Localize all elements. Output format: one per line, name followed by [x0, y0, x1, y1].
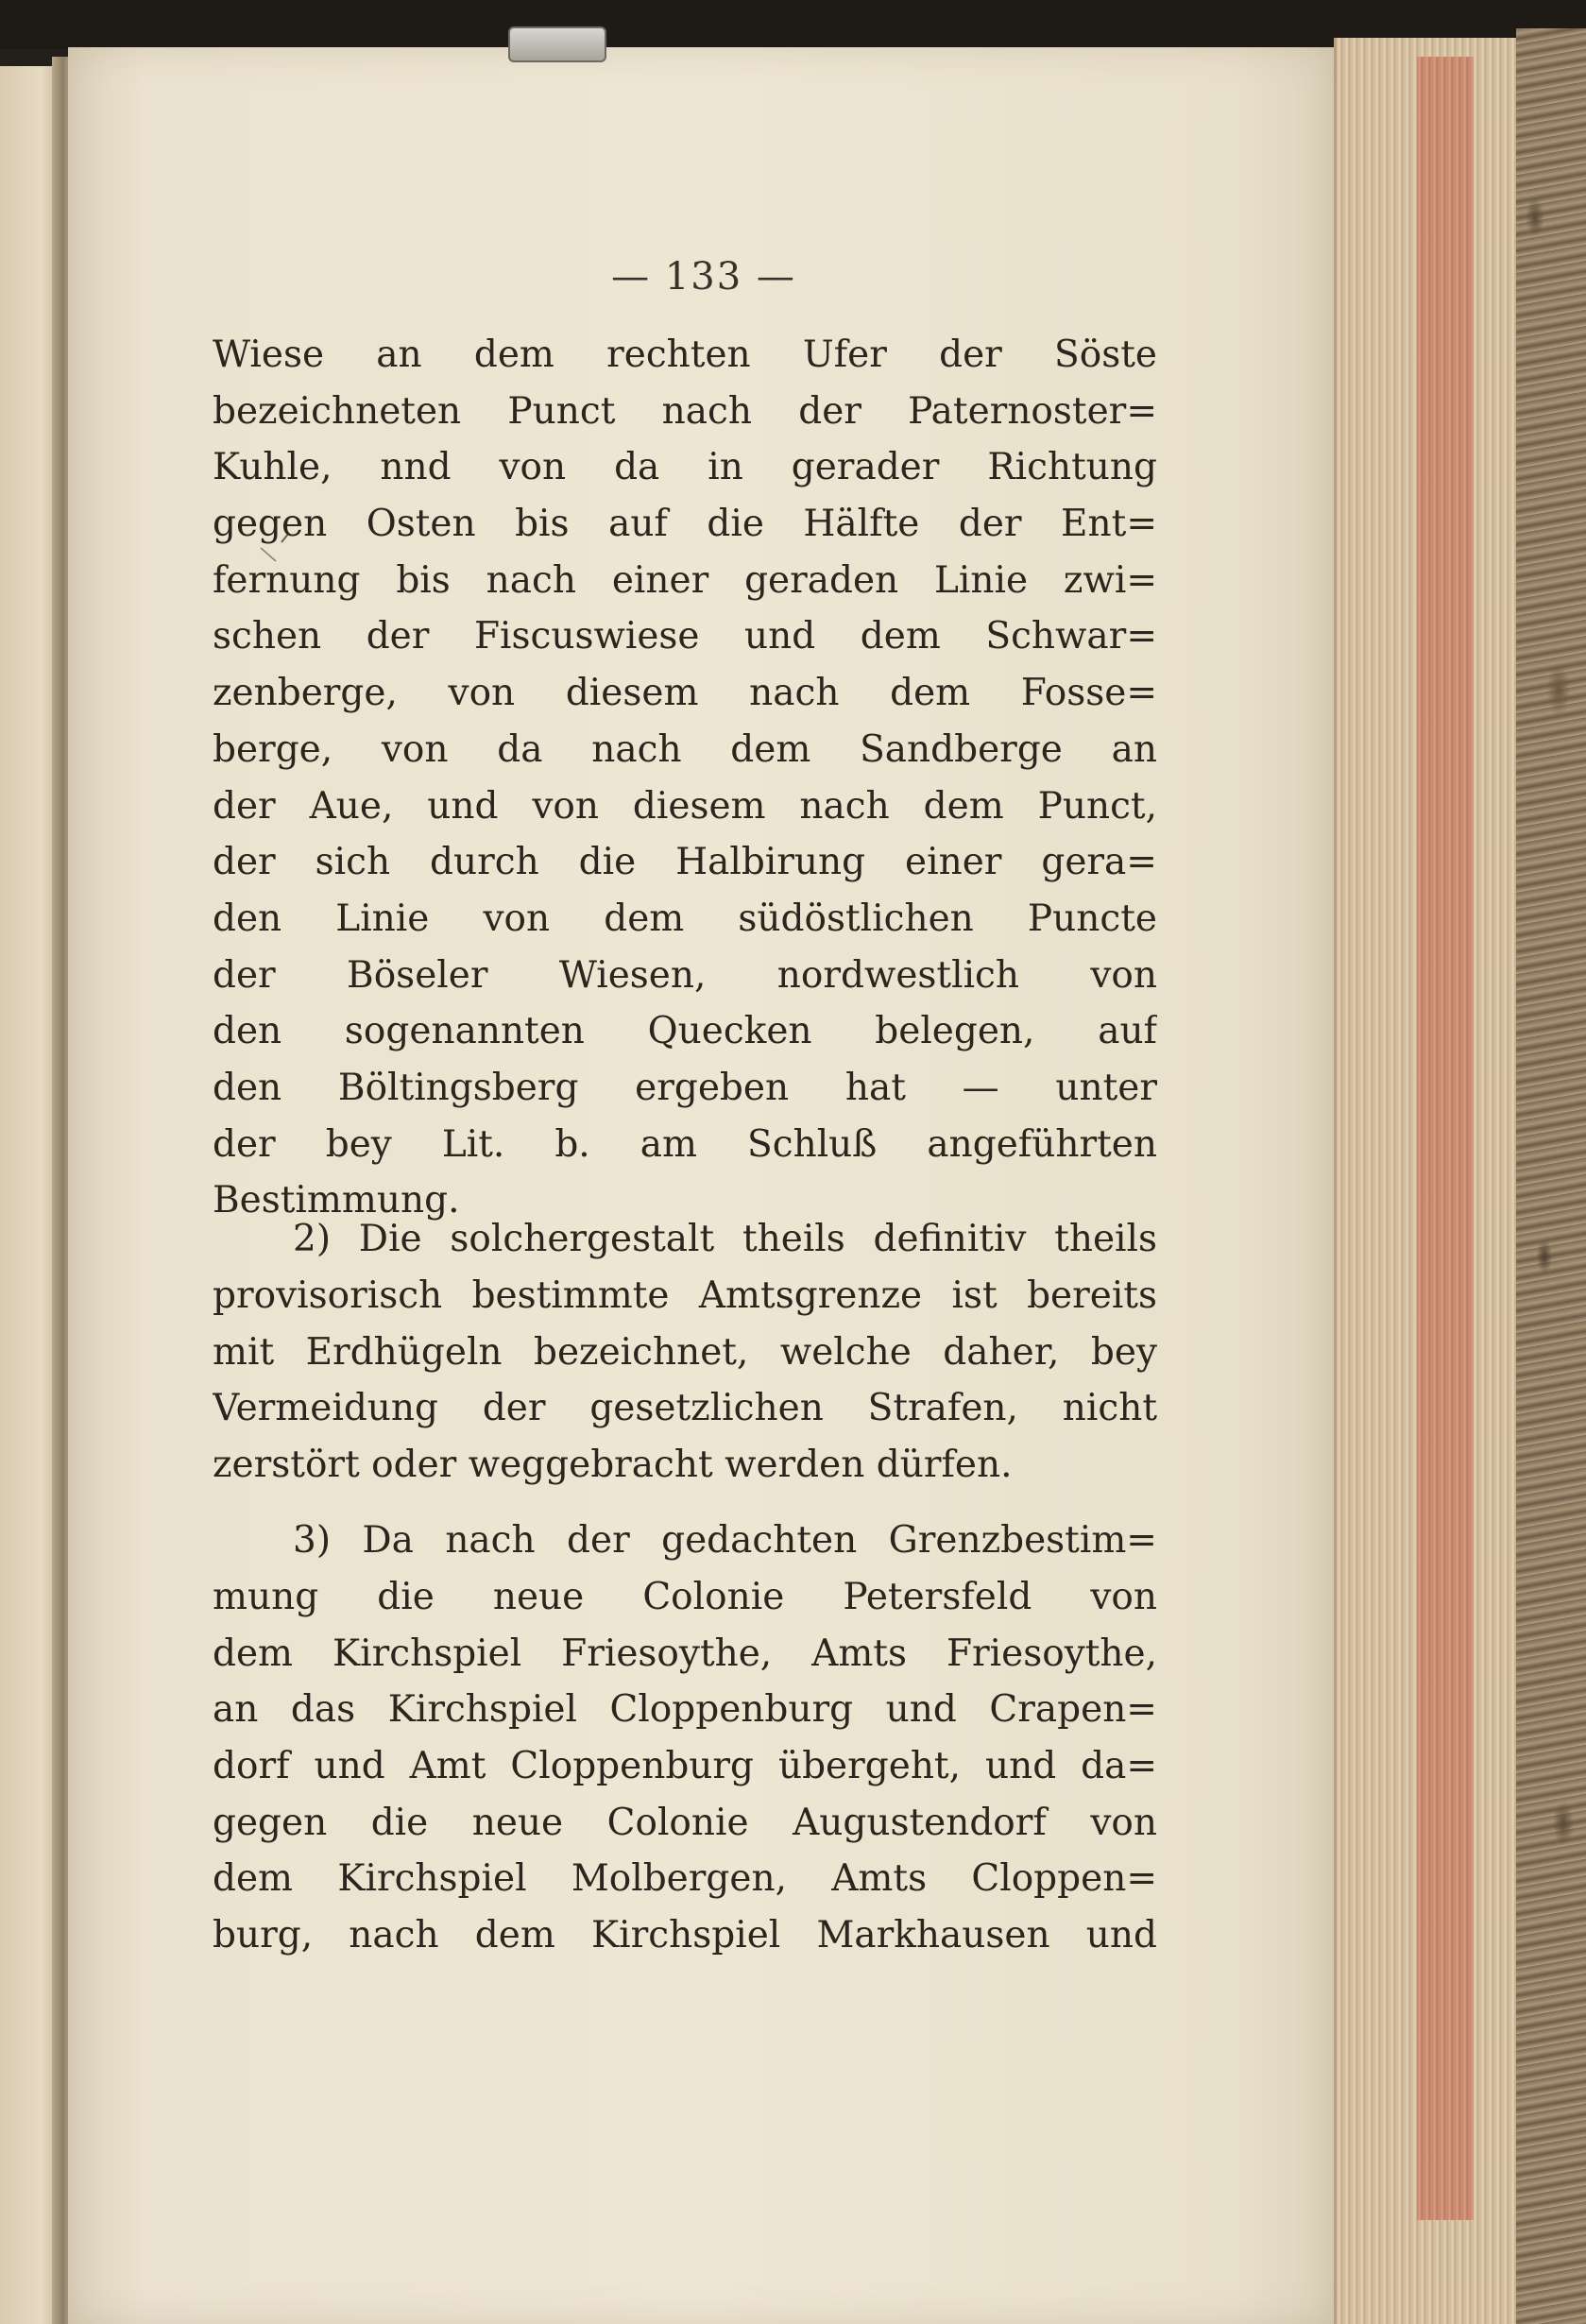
text-line: dem Kirchspiel Friesoythe, Amts Friesoythe, [213, 1632, 1157, 1675]
marbled-cover-edge [1516, 28, 1586, 2324]
page-text-block-4 [213, 1512, 1157, 1569]
text-line: gegen Osten bis auf die Hälfte der Ent= [213, 503, 1157, 546]
text-line: Vermeidung der gesetzlichen Strafen, nicht [213, 1387, 1157, 1430]
text-line: den Böltingsberg ergeben hat — unter [213, 1066, 1157, 1109]
text-line: fernung bis nach einer geraden Linie zwi= [213, 558, 1157, 602]
text-line: der Böseler Wiesen, nordwestlich von [213, 953, 1157, 997]
text-line: der sich durch die Halbirung einer gera= [213, 841, 1157, 884]
left-facing-page-edge [0, 66, 59, 2324]
text-line: mit Erdhügeln bezeichnet, welche daher, bey [213, 1330, 1157, 1374]
text-line: 3) Da nach der gedachten Grenzbestim= [293, 1519, 1157, 1562]
text-line: zerstört oder weggebracht werden dürfen. [213, 1444, 1013, 1487]
text-line: burg, nach dem Kirchspiel Markhausen und [213, 1914, 1157, 1957]
text-line: an das Kirchspiel Cloppenburg und Crapen= [213, 1688, 1157, 1732]
red-page-edges [1417, 57, 1474, 2220]
text-line: den Linie von dem südöstlichen Puncte [213, 897, 1157, 940]
text-line: Kuhle, nnd von da in gerader Richtung [213, 446, 1157, 489]
text-line: provisorisch bestimmte Amtsgrenze ist bereits [213, 1274, 1157, 1317]
text-line: der bey Lit. b. am Schluß angeführten [213, 1122, 1157, 1166]
text-line: dem Kirchspiel Molbergen, Amts Cloppen= [213, 1857, 1157, 1901]
page-clip [508, 26, 606, 62]
text-line: mung die neue Colonie Petersfeld von [213, 1576, 1157, 1618]
text-line: bezeichneten Punct nach der Paternoster= [213, 389, 1157, 433]
page-number-header: — 133 — [611, 255, 796, 299]
page-text-block-5 [213, 1569, 1157, 1964]
text-line: gegen die neue Colonie Augustendorf von [213, 1801, 1157, 1844]
page-text-block [213, 255, 1157, 1229]
text-line: den sogenannten Quecken belegen, auf [213, 1010, 1157, 1053]
text-line: schen der Fiscuswiese und dem Schwar= [213, 615, 1157, 658]
text-line: zenberge, von diesem nach dem Fosse= [213, 672, 1157, 715]
text-line: der Aue, und von diesem nach dem Punct, [213, 784, 1157, 828]
text-line: Wiese an dem rechten Ufer der Söste [213, 333, 1157, 376]
page-text-block-2 [213, 1211, 1157, 1268]
text-line: berge, von da nach dem Sandberge an [213, 727, 1157, 771]
text-line: dorf und Amt Cloppenburg übergeht, und da= [213, 1745, 1157, 1788]
text-line: Bestimmung. [213, 1179, 460, 1222]
text-line: 2) Die solchergestalt theils definitiv theils [293, 1218, 1157, 1260]
page-text-block-3 [213, 1268, 1157, 1494]
